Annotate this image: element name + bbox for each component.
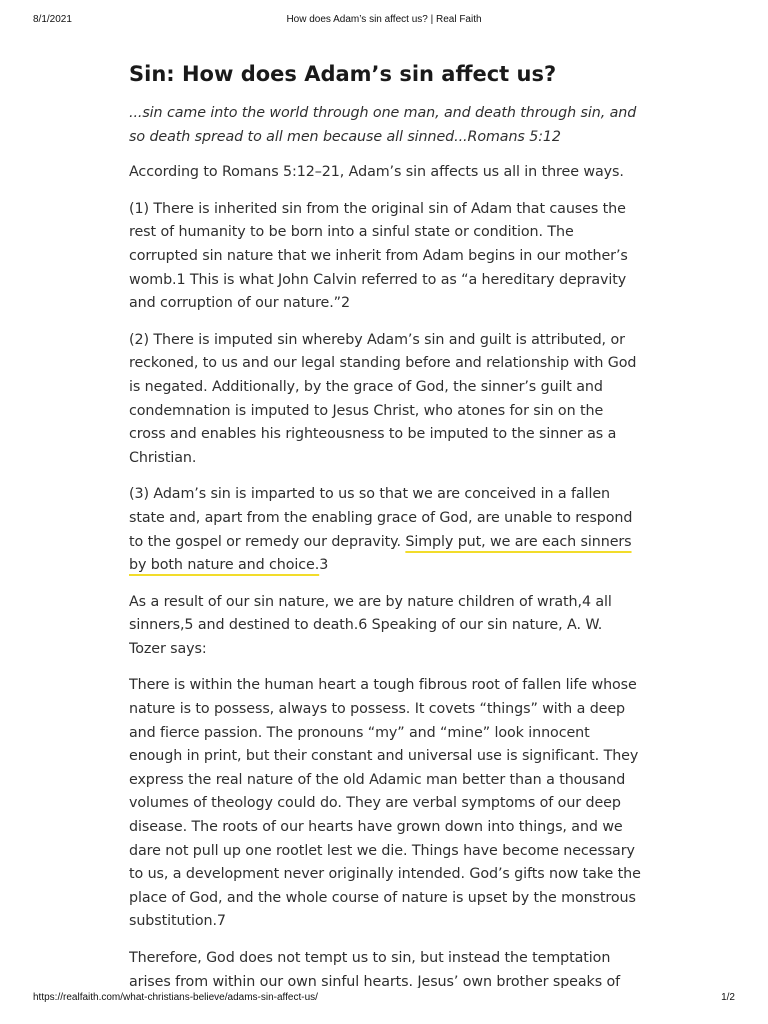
intro-paragraph: According to Romans 5:12–21, Adam’s sin affects us all in three ways. xyxy=(129,164,624,181)
print-page-title: How does Adam’s sin affect us? | Real Faith xyxy=(286,14,482,25)
tozer-quote: There is within the human heart a tough fibrous root of fallen life whose nature is to possess, always to possess. It covets “things” with a deep and fierce passion. The pronouns “my” and “mine” look innocent enough in print, but their constant and universal use is significant. They express the real nature of the old Adamic man better than a thousand volumes of theology could do. They are verbal symptoms of our deep disease. The roots of our hearts have grown down into things, and we dare not pull up one rootlet lest we die. Things have become necessary to us, a development never originally intended. God’s gifts now take the place of God, and the whole course of nature is upset by the monstrous substitution.7 xyxy=(129,677,641,930)
print-footer xyxy=(33,992,735,1006)
paragraph-sin-nature-result: As a result of our sin nature, we are by nature children of wrath,4 all sinners,5 and destined to death.6 Speaking of our sin nature, A. W. Tozer says: xyxy=(129,593,612,657)
article-content xyxy=(129,50,641,988)
page-number: 1/2 xyxy=(721,992,735,1003)
highlighted-sentence: Simply put, we are each sinners by both nature and choice. xyxy=(129,533,632,574)
scripture-epigraph: ...sin came into the world through one man, and death through sin, and so death spread to all men because all sinned...Romans 5:12 xyxy=(129,105,637,145)
print-url: https://realfaith.com/what-christians-believe/adams-sin-affect-us/ xyxy=(33,992,318,1003)
article-title: Sin: How does Adam’s sin affect us? xyxy=(129,62,557,86)
imparted-sin-text: (3) Adam’s sin is imparted to us so that we are conceived in a fallen state and, apart from the enabling grace of God, are unable to respond to the gospel or remedy our depravity. xyxy=(129,486,633,550)
print-date: 8/1/2021 xyxy=(33,14,72,25)
footnote-ref-3: 3 xyxy=(319,557,329,574)
paragraph-imparted-sin xyxy=(129,483,641,577)
paragraph-temptation: Therefore, God does not tempt us to sin, but instead the temptation arises from within our own sinful hearts. Jesus’ own brother speaks of xyxy=(129,950,621,988)
print-header xyxy=(33,14,735,28)
paragraph-inherited-sin: (1) There is inherited sin from the original sin of Adam that causes the rest of humanity to be born into a sinful state or condition. The corrupted sin nature that we inherit from Adam begins in our mother’s womb.1 This is what John Calvin referred to as “a hereditary depravity and corruption of our nature.”2 xyxy=(129,200,628,312)
paragraph-imputed-sin: (2) There is imputed sin whereby Adam’s sin and guilt is attributed, or reckoned, to us and our legal standing before and relationship with God is negated. Additionally, by the grace of God, the sinner’s guilt and condemnation is imputed to Jesus Christ, who atones for sin on the cross and enables his righteousness to be imputed to the sinner as a Christian. xyxy=(129,331,637,466)
